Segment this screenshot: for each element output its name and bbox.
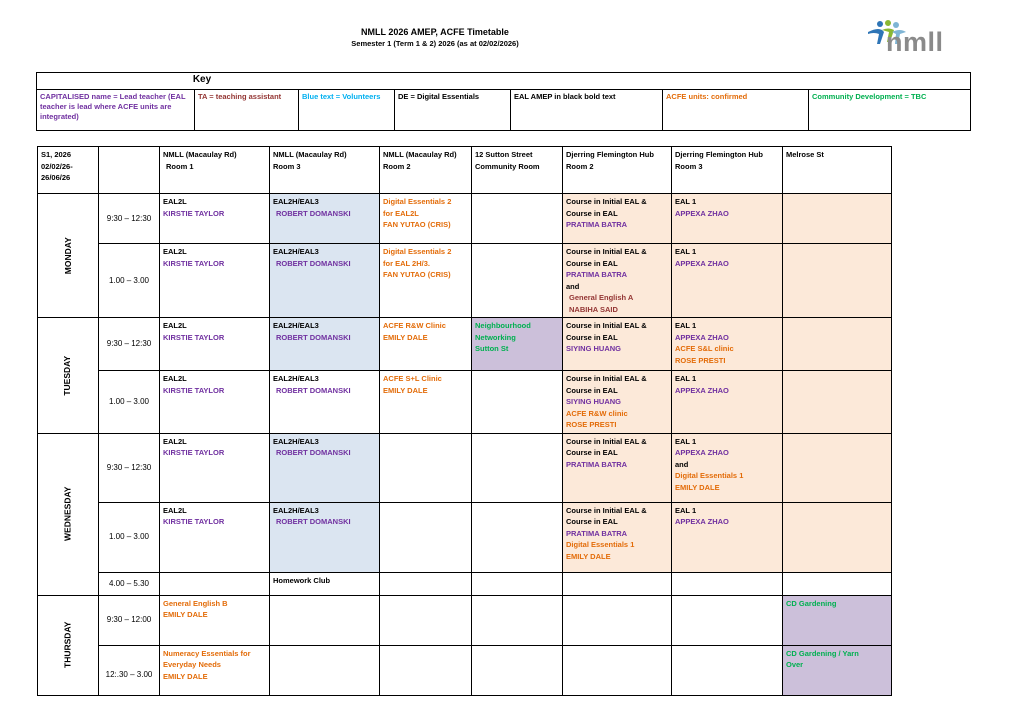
class-cell: EAL2L KIRSTIE TAYLOR	[160, 244, 270, 318]
tuesday-pm-row	[38, 371, 892, 434]
class-cell: Course in Initial EAL & Course in EAL SIYING HUANG	[563, 318, 672, 371]
tuesday-am-row	[38, 318, 892, 371]
key-capitalised: CAPITALISED name = Lead teacher (EAL teacher is lead where ACFE units are integrated)	[37, 90, 195, 131]
class-cell: CD Gardening / Yarn Over	[783, 645, 892, 695]
time-slot: 1.00 – 3.00	[99, 244, 160, 318]
time-slot: 9:30 – 12:30	[99, 433, 160, 502]
class-cell: Course in Initial EAL & Course in EAL PRATIMA BATRA	[563, 194, 672, 244]
day-label-tuesday: TUESDAY	[38, 318, 99, 434]
class-cell: Homework Club	[270, 572, 380, 595]
empty-cell	[380, 645, 472, 695]
key-de: DE = Digital Essentials	[395, 90, 511, 131]
empty-cell	[783, 371, 892, 434]
time-slot: 9:30 – 12:30	[99, 194, 160, 244]
empty-cell	[563, 595, 672, 645]
time-slot: 12:.30 – 3.00	[99, 645, 160, 695]
class-cell: ACFE R&W Clinic EMILY DALE	[380, 318, 472, 371]
empty-cell	[783, 244, 892, 318]
empty-cell	[472, 371, 563, 434]
column-header-melrose: Melrose St	[783, 147, 892, 194]
empty-cell	[563, 645, 672, 695]
empty-cell	[672, 595, 783, 645]
empty-cell	[472, 433, 563, 502]
time-slot: 4.00 – 5.30	[99, 572, 160, 595]
key-acfe: ACFE units: confirmed	[663, 90, 809, 131]
key-heading: Key	[37, 73, 971, 90]
empty-cell	[472, 194, 563, 244]
empty-cell	[380, 433, 472, 502]
header-row	[38, 147, 892, 194]
column-header-room1: NMLL (Macaulay Rd) Room 1	[160, 147, 270, 194]
wednesday-evening-row	[38, 572, 892, 595]
day-label-wednesday: WEDNESDAY	[38, 433, 99, 595]
time-header-cell	[99, 147, 160, 194]
empty-cell	[472, 572, 563, 595]
class-cell: EAL 1 APPEXA ZHAO ACFE S&L clinic ROSE PRESTI	[672, 318, 783, 371]
column-header-djerring-room3: Djerring Flemington Hub Room 3	[672, 147, 783, 194]
term-dates-cell: S1, 2026 02/02/26- 26/06/26	[38, 147, 99, 194]
class-cell: EAL2H/EAL3 ROBERT DOMANSKI	[270, 194, 380, 244]
wednesday-pm-row	[38, 502, 892, 572]
empty-cell	[472, 502, 563, 572]
class-cell: EAL2L KIRSTIE TAYLOR	[160, 502, 270, 572]
class-cell: EAL2H/EAL3 ROBERT DOMANSKI	[270, 502, 380, 572]
day-label-monday: MONDAY	[38, 194, 99, 318]
empty-cell	[472, 645, 563, 695]
thursday-pm-row	[38, 645, 892, 695]
empty-cell	[783, 318, 892, 371]
class-cell: EAL2L KIRSTIE TAYLOR	[160, 433, 270, 502]
empty-cell	[672, 572, 783, 595]
class-cell: EAL2H/EAL3 ROBERT DOMANSKI	[270, 244, 380, 318]
day-label-thursday: THURSDAY	[38, 595, 99, 695]
empty-cell	[380, 502, 472, 572]
class-cell: Numeracy Essentials for Everyday Needs EMILY DALE	[160, 645, 270, 695]
class-cell: Digital Essentials 2 for EAL 2H/3. FAN YUTAO (CRIS)	[380, 244, 472, 318]
page-subtitle: Semester 1 (Term 1 & 2) 2026 (as at 02/02/2026)	[351, 39, 519, 48]
empty-cell	[472, 244, 563, 318]
key-community: Community Development = TBC	[809, 90, 971, 131]
empty-cell	[380, 595, 472, 645]
class-cell: EAL2H/EAL3 ROBERT DOMANSKI	[270, 433, 380, 502]
time-slot: 9:30 – 12:30	[99, 318, 160, 371]
class-cell: EAL 1 APPEXA ZHAO	[672, 502, 783, 572]
empty-cell	[160, 572, 270, 595]
class-cell: CD Gardening	[783, 595, 892, 645]
empty-cell	[783, 502, 892, 572]
class-cell: Course in Initial EAL & Course in EAL PRATIMA BATRA	[563, 433, 672, 502]
time-slot: 9:30 – 12:00	[99, 595, 160, 645]
empty-cell	[783, 194, 892, 244]
class-cell: EAL2L KIRSTIE TAYLOR	[160, 194, 270, 244]
nmll-logo	[858, 20, 958, 56]
class-cell: Digital Essentials 2 for EAL2L FAN YUTAO (CRIS)	[380, 194, 472, 244]
class-cell: EAL 1 APPEXA ZHAO and Digital Essentials 1 EMILY DALE	[672, 433, 783, 502]
empty-cell	[270, 595, 380, 645]
time-slot: 1.00 – 3.00	[99, 371, 160, 434]
key-table	[36, 72, 971, 131]
class-cell: EAL 1 APPEXA ZHAO	[672, 244, 783, 318]
class-cell: EAL2H/EAL3 ROBERT DOMANSKI	[270, 371, 380, 434]
class-cell: EAL2H/EAL3 ROBERT DOMANSKI	[270, 318, 380, 371]
timetable	[37, 146, 892, 696]
empty-cell	[380, 572, 472, 595]
key-volunteers: Blue text = Volunteers	[299, 90, 395, 131]
class-cell: General English B EMILY DALE	[160, 595, 270, 645]
empty-cell	[472, 595, 563, 645]
monday-pm-row	[38, 244, 892, 318]
monday-am-row	[38, 194, 892, 244]
empty-cell	[270, 645, 380, 695]
key-ta: TA = teaching assistant	[195, 90, 299, 131]
page-title: NMLL 2026 AMEP, ACFE Timetable	[361, 27, 509, 37]
class-cell: ACFE S+L Clinic EMILY DALE	[380, 371, 472, 434]
time-slot: 1.00 – 3.00	[99, 502, 160, 572]
class-cell: Course in Initial EAL & Course in EAL PRATIMA BATRA Digital Essentials 1 EMILY DALE	[563, 502, 672, 572]
column-header-djerring-room2: Djerring Flemington Hub Room 2	[563, 147, 672, 194]
wednesday-am-row	[38, 433, 892, 502]
class-cell: Course in Initial EAL & Course in EAL PRATIMA BATRA and General English A NABIHA SAID	[563, 244, 672, 318]
document-title-block	[0, 27, 870, 48]
column-header-room2: NMLL (Macaulay Rd) Room 2	[380, 147, 472, 194]
empty-cell	[563, 572, 672, 595]
logo-text: nmll	[886, 27, 944, 57]
key-amep: EAL AMEP in black bold text	[511, 90, 663, 131]
column-header-room3: NMLL (Macaulay Rd) Room 3	[270, 147, 380, 194]
class-cell: Neighbourhood Networking Sutton St	[472, 318, 563, 371]
class-cell: Course in Initial EAL & Course in EAL SIYING HUANG ACFE R&W clinic ROSE PRESTI	[563, 371, 672, 434]
class-cell: EAL2L KIRSTIE TAYLOR	[160, 318, 270, 371]
empty-cell	[783, 572, 892, 595]
empty-cell	[783, 433, 892, 502]
thursday-am-row	[38, 595, 892, 645]
class-cell: EAL2L KIRSTIE TAYLOR	[160, 371, 270, 434]
class-cell: EAL 1 APPEXA ZHAO	[672, 194, 783, 244]
class-cell: EAL 1 APPEXA ZHAO	[672, 371, 783, 434]
empty-cell	[672, 645, 783, 695]
column-header-sutton: 12 Sutton Street Community Room	[472, 147, 563, 194]
